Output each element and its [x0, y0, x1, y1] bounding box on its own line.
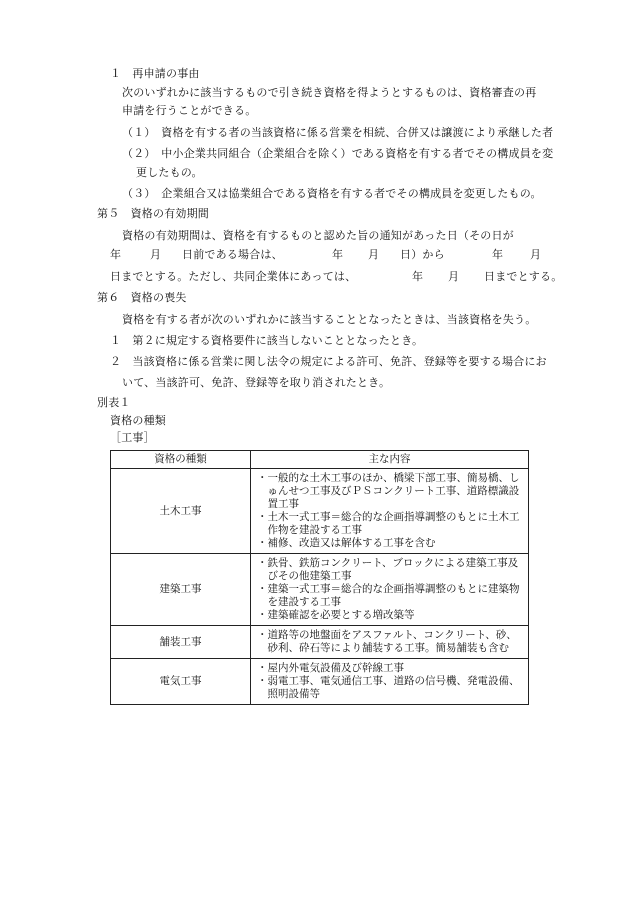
- bullet-item: ・鉄骨、鉄筋コンクリート、ブロックによる建築工事及びその他建築工事: [257, 557, 519, 583]
- column-header-kind: 資格の種類: [111, 451, 251, 469]
- validity-line2-year2: 年: [332, 248, 344, 261]
- row-kind-civil: 土木工事: [111, 469, 251, 554]
- bullet-item: ・弱電工事、電気通信工事、道路の信号機、発電設備、照明設備等: [257, 675, 520, 701]
- annex-title: 資格の種類: [110, 414, 166, 427]
- loss-heading: 第６ 資格の喪失: [97, 291, 187, 304]
- validity-line2-year: 年: [110, 248, 122, 261]
- validity-line1: 資格の有効期間は、資格を有するものと認めた旨の通知があった日（その日が: [122, 229, 514, 242]
- validity-line2-month: 月: [150, 248, 162, 261]
- reapplication-heading: １ 再申請の事由: [110, 67, 200, 80]
- validity-line2-year3: 年: [492, 248, 504, 261]
- reapplication-intro-line2: 申請を行うことができる。: [122, 104, 257, 117]
- loss-intro: 資格を有する者が次のいずれかに該当することとなったときは、当該資格を失う。: [122, 313, 537, 326]
- table-row: [111, 659, 529, 705]
- table-header-row: [111, 451, 529, 469]
- bullet-item: ・土木一式工事＝総合的な企画指導調整のもとに土木工作物を建設する工事: [257, 511, 520, 537]
- validity-line2-day-from: 日）から: [400, 248, 445, 261]
- annex-subtitle: ［工事］: [110, 431, 155, 444]
- validity-line2-day-before: 日前である場合は、: [182, 248, 283, 261]
- bullet-item: ・道路等の地盤面をアスファルト、コンクリート、砂、砂利、砕石等により舗装する工事。簡易舗装も含む: [257, 629, 517, 655]
- bullet-item: ・建築確認を必要とする増改築等: [257, 609, 415, 622]
- reapplication-intro-line1: 次のいずれかに該当するもので引き続き資格を得ようとするものは、資格審査の再: [122, 86, 537, 99]
- row-content-civil: [251, 469, 529, 554]
- row-content-electrical: [251, 659, 529, 705]
- loss-item-2-line2: いて、当該許可、免許、登録等を取り消されたとき。: [122, 376, 391, 389]
- bullet-item: ・建築一式工事＝総合的な企画指導調整のもとに建築物を建設する工事: [257, 583, 520, 609]
- validity-line2-month2: 月: [368, 248, 380, 261]
- reapplication-item-1: （１） 資格を有する者の当該資格に係る営業を相続、合併又は譲渡により承継した者: [122, 126, 554, 139]
- reapplication-item-2-line1: （２） 中小企業共同組合（企業組合を除く）である資格を有する者でその構成員を変: [122, 147, 554, 160]
- loss-item-1: １ 第２に規定する資格要件に該当しないこととなったとき。: [110, 334, 424, 347]
- loss-item-2-line1: ２ 当該資格に係る営業に関し法令の規定による許可、免許、登録等を要する場合にお: [110, 355, 547, 368]
- row-content-building: [251, 554, 529, 626]
- validity-line3-month: 月: [448, 270, 460, 283]
- row-kind-electrical: 電気工事: [111, 659, 251, 705]
- bullet-item: ・補修、改造又は解体する工事を含む: [257, 537, 436, 550]
- validity-line3-until2: 日までとする。: [484, 270, 563, 283]
- row-kind-building: 建築工事: [111, 554, 251, 626]
- annex-label: 別表１: [97, 396, 131, 409]
- validity-line2-month3: 月: [530, 248, 542, 261]
- reapplication-item-3: （３） 企業組合又は協業組合である資格を有する者でその構成員を変更したもの。: [122, 187, 542, 200]
- column-header-content: 主な内容: [251, 451, 529, 469]
- validity-line3-year: 年: [412, 270, 424, 283]
- bullet-item: ・屋内外電気設備及び幹線工事: [257, 662, 404, 675]
- table-row: [111, 626, 529, 659]
- bullet-item: ・一般的な土木工事のほか、橋梁下部工事、簡易橋、しゅんせつ工事及びＰＳコンクリート工事、道路標識設置工事: [257, 472, 520, 511]
- table-row: [111, 469, 529, 554]
- row-content-paving: [251, 626, 529, 659]
- table-row: [111, 554, 529, 626]
- reapplication-item-2-line2: 更したもの。: [136, 166, 203, 179]
- qualification-table: [110, 450, 529, 705]
- validity-line3-until: 日までとする。ただし、共同企業体にあっては、: [110, 270, 357, 283]
- validity-heading: 第５ 資格の有効期間: [97, 207, 209, 220]
- row-kind-paving: 舗装工事: [111, 626, 251, 659]
